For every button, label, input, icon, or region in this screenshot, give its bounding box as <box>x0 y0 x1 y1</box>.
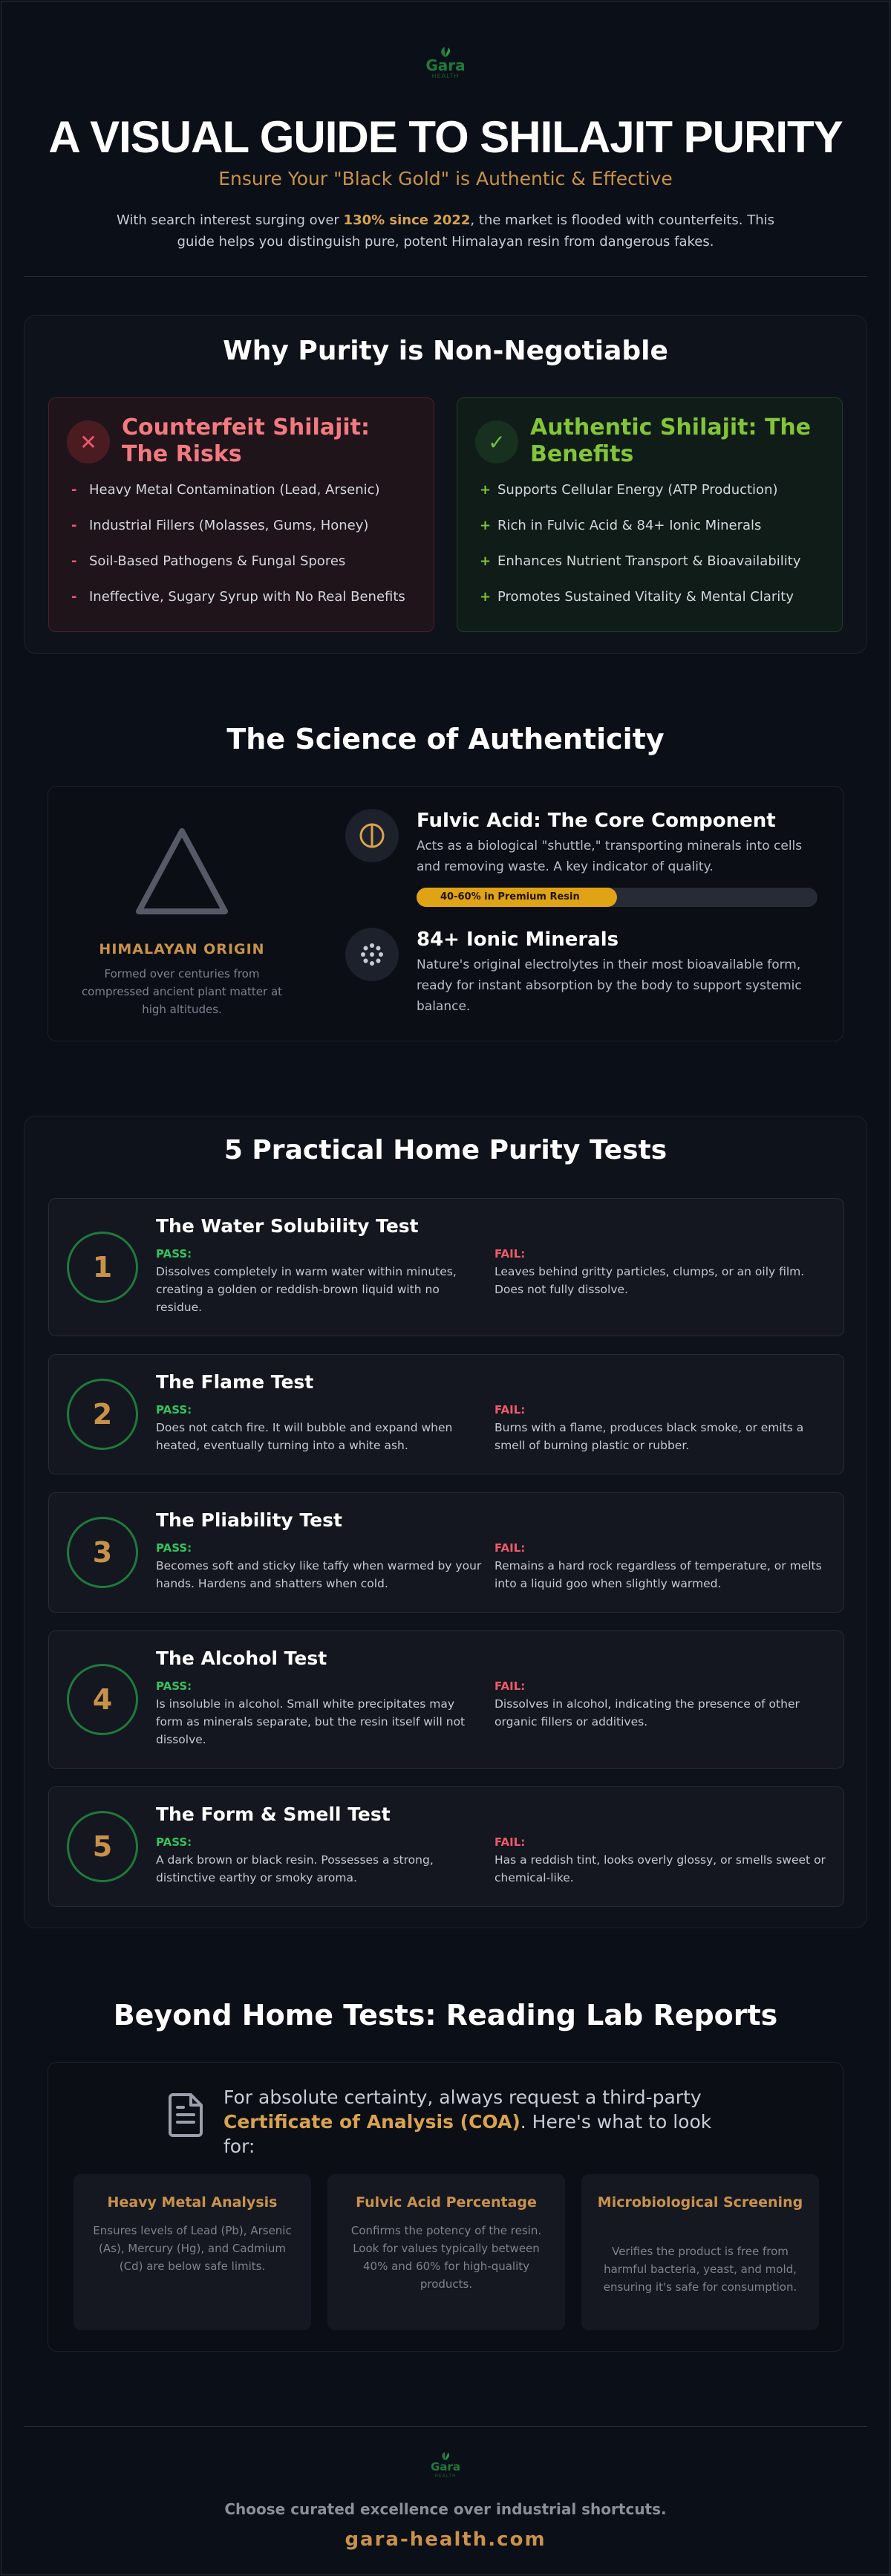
lab-intro-start: For absolute certainty, always request a third-party <box>223 2087 702 2108</box>
dash-icon: - <box>71 553 77 569</box>
minerals-title: 84+ Ionic Minerals <box>417 928 619 951</box>
list-item <box>480 517 829 553</box>
list-item <box>71 517 420 553</box>
intro-text-end: , the market is flooded with counterfeits. This guide helps you distinguish pure, potent Himalayan resin from dangerous fakes. <box>177 212 775 250</box>
lab-criteria-desc: Confirms the potency of the resin. Look for values typically between 40% and 60% for high-quality products. <box>350 2224 542 2291</box>
purity-title: Why Purity is Non-Negotiable <box>223 336 668 366</box>
dash-icon: - <box>71 482 77 498</box>
lab-criteria-title: Heavy Metal Analysis <box>107 2194 278 2211</box>
lab-card <box>48 2062 843 2352</box>
test-number: 1 <box>67 1232 138 1303</box>
pass-text: Is insoluble in alcohol. Small white precipitates may form as minerals separate, but the resin itself will not dissolve. <box>156 1697 466 1746</box>
lab-intro <box>223 2085 728 2159</box>
brand-name: Gara <box>425 56 466 74</box>
lab-criteria-title: Microbiological Screening <box>597 2194 803 2211</box>
list-item <box>480 553 829 588</box>
test-title: The Water Solubility Test <box>156 1215 419 1237</box>
dash-icon: - <box>71 589 77 605</box>
test-card <box>48 1198 844 1336</box>
lab-criteria-desc: Verifies the product is free from harmful bacteria, yeast, and mold, ensuring it's safe for consumption. <box>603 2245 797 2294</box>
fail-text: Dissolves in alcohol, indicating the presence of other organic fillers or additives. <box>495 1697 800 1728</box>
fulvic-progress-label: 40-60% in Premium Resin <box>440 891 580 902</box>
minerals-description: Nature's original electrolytes in their most bioavailable form, ready for instant absorption by the body to support systemic balance. <box>417 957 802 1014</box>
intro-highlight: 130% since 2022 <box>343 212 471 228</box>
fail-label: FAIL: <box>495 1541 526 1555</box>
list-item-text: Heavy Metal Contamination (Lead, Arsenic) <box>89 482 380 498</box>
list-item-text: Promotes Sustained Vitality & Mental Clarity <box>497 589 794 605</box>
lab-criteria-card <box>327 2174 565 2330</box>
test-number: 2 <box>67 1379 138 1450</box>
page-title: A VISUAL GUIDE TO SHILAJIT PURITY <box>48 112 843 162</box>
fail-text: Burns with a flame, produces black smoke, or emits a smell of burning plastic or rubber. <box>495 1421 804 1452</box>
plus-icon: + <box>480 589 492 605</box>
lab-title: Beyond Home Tests: Reading Lab Reports <box>113 1999 778 2032</box>
footer-url-link[interactable]: gara-health.com <box>345 2528 546 2551</box>
science-section <box>24 786 867 1043</box>
fail-label: FAIL: <box>495 1835 526 1849</box>
lab-criteria-card <box>581 2174 819 2330</box>
test-title: The Form & Smell Test <box>156 1803 391 1825</box>
test-title: The Pliability Test <box>156 1509 342 1531</box>
test-card <box>48 1492 844 1613</box>
fulvic-description: Acts as a biological "shuttle," transporting minerals into cells and removing waste. A key indicator of quality. <box>417 839 803 874</box>
brand-logo[interactable] <box>422 46 469 80</box>
footer-tagline: Choose curated excellence over industrial shortcuts. <box>224 2500 667 2518</box>
test-number: 3 <box>67 1517 138 1588</box>
lab-intro-end: . Here's what to look for: <box>223 2111 712 2157</box>
list-item-text: Industrial Fillers (Molasses, Gums, Honey) <box>89 518 369 533</box>
fulvic-acid-icon <box>345 809 399 862</box>
test-number: 5 <box>67 1811 138 1882</box>
list-item-text: Soil-Based Pathogens & Fungal Spores <box>89 553 346 569</box>
list-item <box>71 588 420 624</box>
list-item <box>480 588 829 624</box>
list-item-text: Rich in Fulvic Acid & 84+ Ionic Minerals <box>497 518 762 533</box>
test-card <box>48 1354 844 1474</box>
check-icon: ✓ <box>475 420 518 464</box>
pass-label: PASS: <box>156 1679 192 1693</box>
test-number: 4 <box>67 1664 138 1735</box>
atom-dots-icon <box>357 940 387 969</box>
pass-label: PASS: <box>156 1541 192 1555</box>
fail-text: Has a reddish tint, looks overly glossy, or smells sweet or chemical-like. <box>495 1853 826 1884</box>
tests-section <box>24 1116 867 1928</box>
fulvic-progress-bar <box>417 888 817 907</box>
list-item <box>71 481 420 517</box>
header-divider <box>24 276 867 277</box>
fail-label: FAIL: <box>495 1679 526 1693</box>
tests-title: 5 Practical Home Purity Tests <box>223 1135 668 1165</box>
minerals-icon <box>345 928 399 981</box>
list-item-text: Ineffective, Sugary Syrup with No Real Benefits <box>89 589 405 605</box>
x-icon: ✕ <box>67 420 110 464</box>
footer-logo[interactable] <box>422 2451 469 2480</box>
fail-text: Leaves behind gritty particles, clumps, or an oily film. Does not fully dissolve. <box>495 1265 805 1296</box>
authentic-title: Authentic Shilajit: The Benefits <box>530 414 812 467</box>
list-item-text: Supports Cellular Energy (ATP Production) <box>497 482 778 498</box>
fail-text: Remains a hard rock regardless of temperature, or melts into a liquid goo when slightly warmed. <box>495 1559 822 1590</box>
lab-criteria-card <box>74 2174 311 2330</box>
lab-section <box>24 2062 867 2353</box>
pass-text: A dark brown or black resin. Possesses a strong, distinctive earthy or smoky aroma. <box>156 1853 434 1884</box>
mountain-triangle-icon <box>134 827 229 916</box>
fail-label: FAIL: <box>495 1247 526 1261</box>
lab-criteria-desc: Ensures levels of Lead (Pb), Arsenic (As), Mercury (Hg), and Cadmium (Cd) are below safe limits. <box>93 2224 292 2273</box>
counterfeit-card <box>48 397 434 632</box>
footer-divider <box>24 2426 867 2427</box>
pass-label: PASS: <box>156 1835 192 1849</box>
pass-text: Does not catch fire. It will bubble and expand when heated, eventually turning into a white ash. <box>156 1421 453 1452</box>
page-subtitle: Ensure Your "Black Gold" is Authentic & Effective <box>218 168 673 189</box>
footer-brand-tagline: HEALTH <box>434 2473 457 2479</box>
lab-criteria-title: Fulvic Acid Percentage <box>356 2194 537 2211</box>
science-card <box>48 786 843 1041</box>
document-icon <box>167 2092 204 2137</box>
test-card <box>48 1786 844 1907</box>
dash-icon: - <box>71 518 77 533</box>
fulvic-title: Fulvic Acid: The Core Component <box>417 810 776 832</box>
pass-text: Becomes soft and sticky like taffy when warmed by your hands. Hardens and shatters when cold. <box>156 1559 482 1590</box>
purity-section <box>24 315 867 654</box>
footer-brand-name: Gara <box>431 2460 460 2473</box>
pass-label: PASS: <box>156 1247 192 1261</box>
counterfeit-list <box>71 481 420 624</box>
list-item <box>480 481 829 517</box>
coa-highlight: Certificate of Analysis (COA) <box>223 2111 520 2133</box>
test-title: The Alcohol Test <box>156 1648 327 1669</box>
test-card <box>48 1630 844 1769</box>
fail-label: FAIL: <box>495 1403 526 1417</box>
plus-icon: + <box>480 518 492 533</box>
pass-label: PASS: <box>156 1403 192 1417</box>
authentic-list <box>480 481 829 624</box>
flask-icon <box>357 821 387 850</box>
brand-tagline: HEALTH <box>431 73 460 79</box>
science-title: The Science of Authenticity <box>226 723 665 755</box>
test-title: The Flame Test <box>156 1371 314 1393</box>
origin-title: HIMALAYAN ORIGIN <box>99 941 265 957</box>
list-item <box>71 553 420 588</box>
pass-text: Dissolves completely in warm water within minutes, creating a golden or reddish-brown liquid with no residue. <box>156 1265 457 1314</box>
origin-description: Formed over centuries from compressed ancient plant matter at high altitudes. <box>81 967 283 1016</box>
list-item-text: Enhances Nutrient Transport & Bioavailability <box>497 553 801 569</box>
intro-paragraph <box>111 209 780 253</box>
plus-icon: + <box>480 482 492 498</box>
plus-icon: + <box>480 553 492 569</box>
authentic-card <box>457 397 843 632</box>
counterfeit-title: Counterfeit Shilajit: The Risks <box>122 414 370 467</box>
intro-text-start: With search interest surging over <box>116 212 344 228</box>
